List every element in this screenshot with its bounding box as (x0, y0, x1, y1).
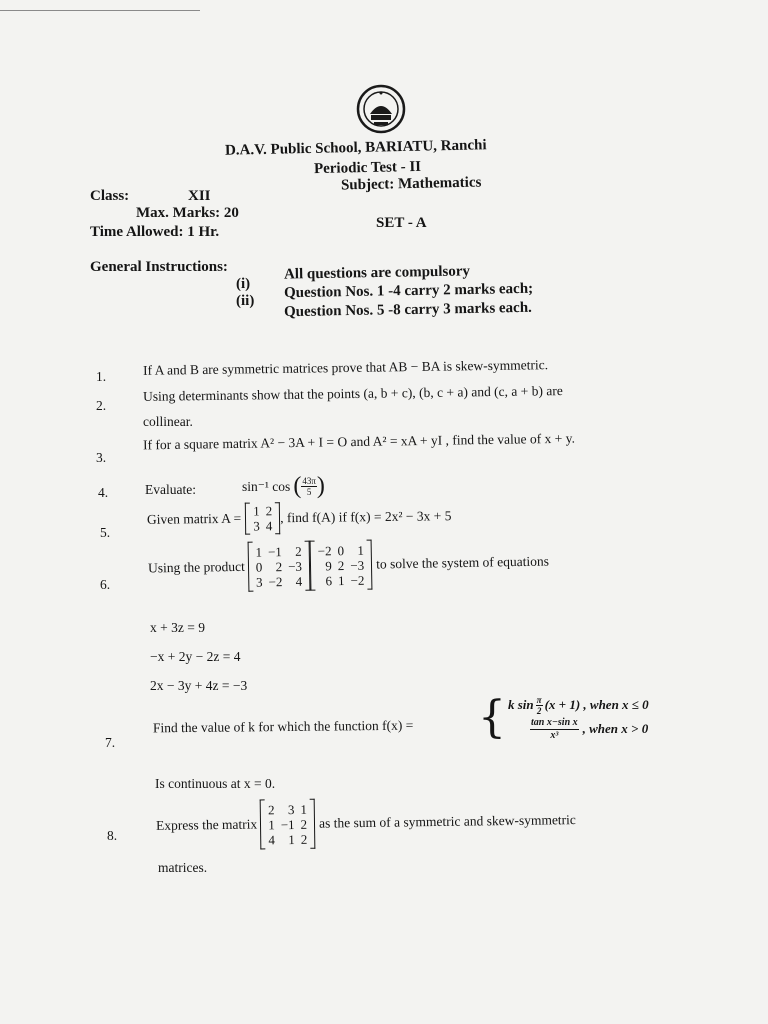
q8-matrix-cell: 1 (268, 816, 275, 832)
school-name: D.A.V. Public School, BARIATU, Ranchi (224, 137, 487, 159)
q8-matrix-cell: −1 (280, 816, 295, 832)
q7-line2: Is continuous at x = 0. (155, 776, 276, 791)
q6-matrix-2-cell: −3 (350, 557, 365, 573)
q6-matrix-1 (247, 541, 310, 592)
top-rule (0, 10, 200, 11)
q6-number: 6. (100, 577, 111, 592)
q6-matrix-2-cell: 1 (337, 572, 345, 588)
q6-matrix-2-cell: −2 (317, 542, 332, 559)
instruction-num-2: (ii) (236, 293, 255, 309)
q4-frac-num: 43π (302, 476, 316, 486)
max-marks: Max. Marks: 20 (136, 205, 239, 221)
q4-expression: sin⁻¹ cos ( $\frac{43\pi}{5}$ ) (242, 473, 325, 499)
q6-matrix-1-cell: 4 (295, 573, 303, 589)
q6-matrix-1-cell: 3 (255, 574, 263, 590)
q3-number: 3. (96, 450, 107, 465)
q8-matrix-cell: 3 (287, 801, 295, 817)
q8-matrix-cell: 2 (300, 816, 308, 832)
q4-label: Evaluate: (145, 482, 196, 497)
q8-matrix-cell: 1 (288, 831, 295, 847)
q7-case1-post: (x + 1) , when x ≤ 0 (544, 697, 649, 712)
q7-piecewise: { k sin $\frac{\pi}{2}$ (x + 1) , when x ≤ 0 $\frac{\text{tan x−sin x}}{\text{x³}}$ , when x > 0 (478, 692, 649, 743)
q8-pre: Express the matrix (155, 816, 258, 833)
q8-line2: matrices. (158, 860, 208, 875)
q6-matrix-1-cell: 1 (255, 544, 263, 560)
q6-matrix-2-cell: 2 (337, 557, 345, 573)
q5-pre: Given matrix A = (146, 510, 242, 527)
q6-equation-2: −x + 2y − 2z = 4 (150, 649, 241, 664)
q2-line2: collinear. (143, 414, 193, 429)
q7-case1-pre: k sin (508, 697, 534, 712)
q2-line1: Using determinants show that the points (a, b + c), (b, c + a) and (c, a + b) are (142, 383, 563, 404)
q6-matrix-2-cell: 0 (337, 542, 345, 558)
q6-matrix-2-cell: 9 (325, 557, 332, 573)
q5-matrix-cell: 1 (253, 503, 260, 519)
q7-pre: Find the value of k for which the function f(x) = (152, 717, 414, 736)
q6-equation-3: 2x − 3y + 4z = −3 (150, 678, 248, 693)
q5-post: , find f(A) if f(x) = 2x² − 3x + 5 (280, 508, 452, 526)
q7-case1-frac-num: π (536, 694, 542, 705)
q4-expr-text: sin⁻¹ cos (242, 478, 291, 494)
q6-matrix-1-cell: −1 (267, 543, 282, 559)
q7-case1-frac-den: 2 (536, 705, 542, 716)
q1-text: If A and B are symmetric matrices prove that AB − BA is skew-symmetric. (142, 357, 549, 378)
q1-number: 1. (96, 369, 107, 384)
q6-matrix-2-cell: 6 (325, 572, 333, 588)
instruction-text-1: All questions are compulsory (283, 263, 471, 283)
q6-matrix-2 (310, 540, 373, 591)
q7-case2-num: tan x−sin x (531, 716, 578, 728)
q5-matrix-cell: 2 (265, 503, 273, 519)
school-emblem-icon (356, 84, 406, 134)
instruction-num-1: (i) (236, 276, 251, 292)
q8-matrix-cell: 4 (268, 831, 276, 847)
q8-text (156, 795, 577, 851)
q5-text (147, 500, 452, 536)
q7-case2-post: , when x > 0 (582, 721, 649, 736)
q6-pre: Using the product (147, 558, 245, 576)
q6-equation-1: x + 3z = 9 (150, 620, 205, 635)
time-allowed: Time Allowed: 1 Hr. (90, 224, 220, 240)
instructions-title: General Instructions: (90, 259, 228, 275)
q4-number: 4. (98, 485, 109, 500)
q6-matrix-2-cell: 1 (357, 542, 364, 558)
q6-matrix-1-cell: −3 (287, 558, 303, 574)
q6-text (148, 537, 550, 594)
q4-frac-den: 5 (306, 487, 312, 497)
q8-matrix (260, 799, 316, 850)
q6-matrix-1-cell: 0 (255, 559, 263, 575)
q5-matrix (245, 502, 280, 534)
q8-matrix-cell: 2 (300, 831, 308, 847)
q5-matrix-cell: 4 (265, 518, 273, 534)
q7-number: 7. (105, 735, 116, 750)
test-name: Periodic Test - II (313, 158, 422, 178)
q6-matrix-2-cell: −2 (350, 572, 365, 588)
q8-post: as the sum of a symmetric and skew-symmetric (318, 812, 576, 831)
class-label: Class: (90, 188, 130, 204)
q3-text: If for a square matrix A² − 3A + I = O and A² = xA + yI , find the value of x + y. (142, 430, 576, 453)
q6-post: to solve the system of equations (375, 553, 550, 572)
instruction-text-2: Question Nos. 1 -4 carry 2 marks each; (283, 280, 534, 302)
q6-matrix-1-cell: 2 (275, 558, 283, 574)
q6-matrix-1-cell: 2 (295, 543, 302, 559)
q8-matrix-cell: 1 (300, 801, 307, 817)
q5-number: 5. (100, 525, 111, 540)
q8-number: 8. (107, 828, 118, 843)
class-value: XII (188, 188, 211, 204)
set-label: SET - A (376, 215, 427, 231)
q6-matrix-1-cell: −2 (268, 573, 283, 589)
q7-case2-den: x³ (550, 729, 559, 741)
instruction-text-3: Question Nos. 5 -8 carry 3 marks each. (283, 299, 533, 321)
subject: Subject: Mathematics (340, 174, 482, 194)
q5-matrix-cell: 3 (253, 518, 260, 534)
q2-number: 2. (96, 398, 107, 413)
q8-matrix-cell: 2 (267, 801, 275, 817)
